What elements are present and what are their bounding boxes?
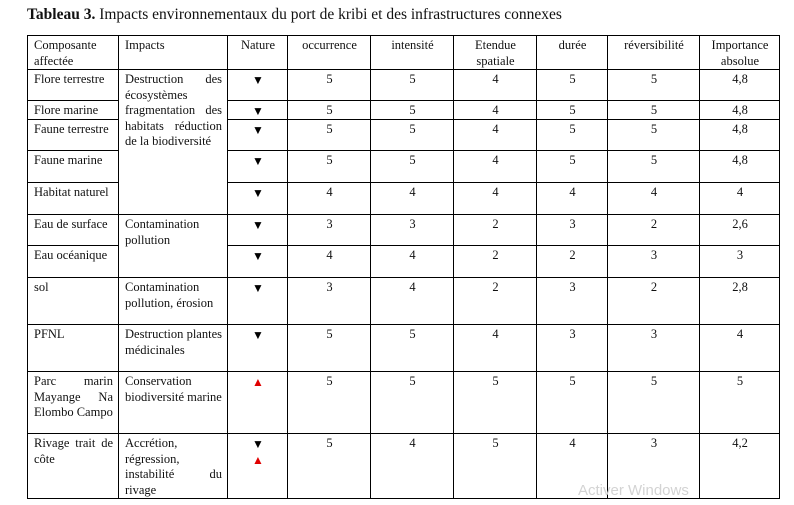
- cell-composante: sol: [28, 278, 119, 325]
- cell-duree: 2: [537, 246, 608, 278]
- negative-impact-icon: ▼: [252, 328, 264, 342]
- cell-occurrence: 3: [288, 278, 371, 325]
- cell-reversibilite: 3: [608, 434, 700, 499]
- cell-nature: [228, 434, 288, 499]
- cell-etendue: 4: [454, 325, 537, 372]
- cell-nature: [228, 246, 288, 278]
- cell-duree: 3: [537, 278, 608, 325]
- cell-etendue: 4: [454, 151, 537, 183]
- cell-impacts-contamination: Contamination pollution: [119, 215, 228, 278]
- cell-composante: Faune marine: [28, 151, 119, 183]
- cell-intensite: 4: [371, 434, 454, 499]
- table-row: [28, 278, 780, 325]
- impacts-table: [27, 35, 780, 499]
- cell-etendue: 4: [454, 70, 537, 101]
- cell-nature: [228, 325, 288, 372]
- negative-impact-icon: ▼: [252, 154, 264, 168]
- cell-composante: Faune terrestre: [28, 120, 119, 151]
- cell-intensite: 4: [371, 278, 454, 325]
- cell-etendue: 4: [454, 101, 537, 120]
- cell-etendue: 5: [454, 434, 537, 499]
- activation-watermark: Activer Windows: [578, 482, 689, 499]
- cell-importance: 5: [700, 372, 780, 434]
- cell-occurrence: 5: [288, 101, 371, 120]
- negative-impact-icon: ▼: [252, 281, 264, 295]
- cell-occurrence: 5: [288, 70, 371, 101]
- cell-impacts-sol: Contamination pollution, érosion: [119, 278, 228, 325]
- cell-nature: [228, 278, 288, 325]
- negative-impact-icon: ▼: [252, 218, 264, 232]
- cell-reversibilite: 3: [608, 246, 700, 278]
- negative-impact-icon: ▼: [252, 104, 264, 118]
- cell-occurrence: 5: [288, 120, 371, 151]
- cell-etendue: 4: [454, 120, 537, 151]
- cell-intensite: 4: [371, 183, 454, 215]
- cell-importance: 2,6: [700, 215, 780, 246]
- cell-impacts-rivage: Accrétion, régression, instabilité du rivage: [119, 434, 228, 499]
- table-caption-label: Tableau 3.: [27, 6, 96, 23]
- cell-reversibilite: 2: [608, 215, 700, 246]
- header-composante: Composante affectée: [28, 36, 119, 70]
- cell-reversibilite: 5: [608, 372, 700, 434]
- cell-intensite: 5: [371, 101, 454, 120]
- cell-importance: 4,2: [700, 434, 780, 499]
- cell-etendue: 2: [454, 246, 537, 278]
- header-importance: Importance absolue: [700, 36, 780, 70]
- cell-nature: [228, 101, 288, 120]
- cell-duree: 5: [537, 70, 608, 101]
- cell-reversibilite: 3: [608, 325, 700, 372]
- header-etendue: Etendue spatiale: [454, 36, 537, 70]
- header-impacts: Impacts: [119, 36, 228, 70]
- negative-impact-icon: ▼: [252, 73, 264, 87]
- cell-duree: 5: [537, 151, 608, 183]
- table-row: [28, 70, 780, 101]
- table-row: [28, 372, 780, 434]
- header-reversibilite: réversibilité: [608, 36, 700, 70]
- positive-impact-icon: ▲: [252, 375, 264, 389]
- cell-impacts-parc: Conservation biodiversité marine: [119, 372, 228, 434]
- positive-impact-icon: ▲: [252, 453, 264, 467]
- cell-occurrence: 5: [288, 372, 371, 434]
- negative-impact-icon: ▼: [252, 437, 264, 451]
- cell-reversibilite: 5: [608, 151, 700, 183]
- cell-reversibilite: 5: [608, 101, 700, 120]
- cell-duree: 3: [537, 215, 608, 246]
- header-intensite: intensité: [371, 36, 454, 70]
- cell-composante: Habitat naturel: [28, 183, 119, 215]
- cell-intensite: 5: [371, 151, 454, 183]
- cell-occurrence: 4: [288, 183, 371, 215]
- negative-impact-icon: ▼: [252, 186, 264, 200]
- cell-importance: 2,8: [700, 278, 780, 325]
- cell-reversibilite: 4: [608, 183, 700, 215]
- table-row: [28, 215, 780, 246]
- cell-duree: 4: [537, 434, 608, 499]
- cell-intensite: 5: [371, 120, 454, 151]
- cell-impacts-pfnl: Destruction plantes médicinales: [119, 325, 228, 372]
- cell-nature: [228, 183, 288, 215]
- cell-composante: Flore marine: [28, 101, 119, 120]
- cell-occurrence: 5: [288, 151, 371, 183]
- cell-etendue: 2: [454, 215, 537, 246]
- cell-intensite: 5: [371, 372, 454, 434]
- cell-importance: 3: [700, 246, 780, 278]
- cell-intensite: 3: [371, 215, 454, 246]
- cell-etendue: 2: [454, 278, 537, 325]
- cell-duree: 5: [537, 372, 608, 434]
- cell-duree: 4: [537, 183, 608, 215]
- cell-nature: [228, 151, 288, 183]
- cell-nature: [228, 215, 288, 246]
- header-duree: durée: [537, 36, 608, 70]
- cell-importance: 4,8: [700, 151, 780, 183]
- cell-importance: 4: [700, 325, 780, 372]
- cell-occurrence: 5: [288, 325, 371, 372]
- header-row: [28, 36, 780, 70]
- cell-occurrence: 5: [288, 434, 371, 499]
- table-row: [28, 325, 780, 372]
- header-nature: Nature: [228, 36, 288, 70]
- table-caption-text: Impacts environnementaux du port de kribi et des infrastructures connexes: [95, 6, 562, 23]
- cell-duree: 5: [537, 120, 608, 151]
- table-caption: [27, 6, 562, 24]
- cell-intensite: 5: [371, 325, 454, 372]
- negative-impact-icon: ▼: [252, 123, 264, 137]
- cell-composante: PFNL: [28, 325, 119, 372]
- cell-etendue: 5: [454, 372, 537, 434]
- cell-importance: 4,8: [700, 70, 780, 101]
- cell-reversibilite: 5: [608, 70, 700, 101]
- cell-duree: 3: [537, 325, 608, 372]
- cell-intensite: 4: [371, 246, 454, 278]
- cell-composante: Eau océanique: [28, 246, 119, 278]
- cell-nature: [228, 70, 288, 101]
- cell-nature: [228, 120, 288, 151]
- cell-composante: Rivage trait de côte: [28, 434, 119, 499]
- cell-occurrence: 3: [288, 215, 371, 246]
- cell-nature: [228, 372, 288, 434]
- header-occurrence: occurrence: [288, 36, 371, 70]
- cell-composante: Flore terrestre: [28, 70, 119, 101]
- negative-impact-icon: ▼: [252, 249, 264, 263]
- cell-duree: 5: [537, 101, 608, 120]
- cell-intensite: 5: [371, 70, 454, 101]
- cell-composante: Parc marin Mayange Na Elombo Campo: [28, 372, 119, 434]
- cell-occurrence: 4: [288, 246, 371, 278]
- cell-impacts-destruction: Destruction des écosystèmes fragmentation des habitats réduction de la biodiversité: [119, 70, 228, 215]
- cell-composante: Eau de surface: [28, 215, 119, 246]
- cell-importance: 4: [700, 183, 780, 215]
- cell-importance: 4,8: [700, 101, 780, 120]
- cell-importance: 4,8: [700, 120, 780, 151]
- cell-reversibilite: 5: [608, 120, 700, 151]
- cell-reversibilite: 2: [608, 278, 700, 325]
- cell-etendue: 4: [454, 183, 537, 215]
